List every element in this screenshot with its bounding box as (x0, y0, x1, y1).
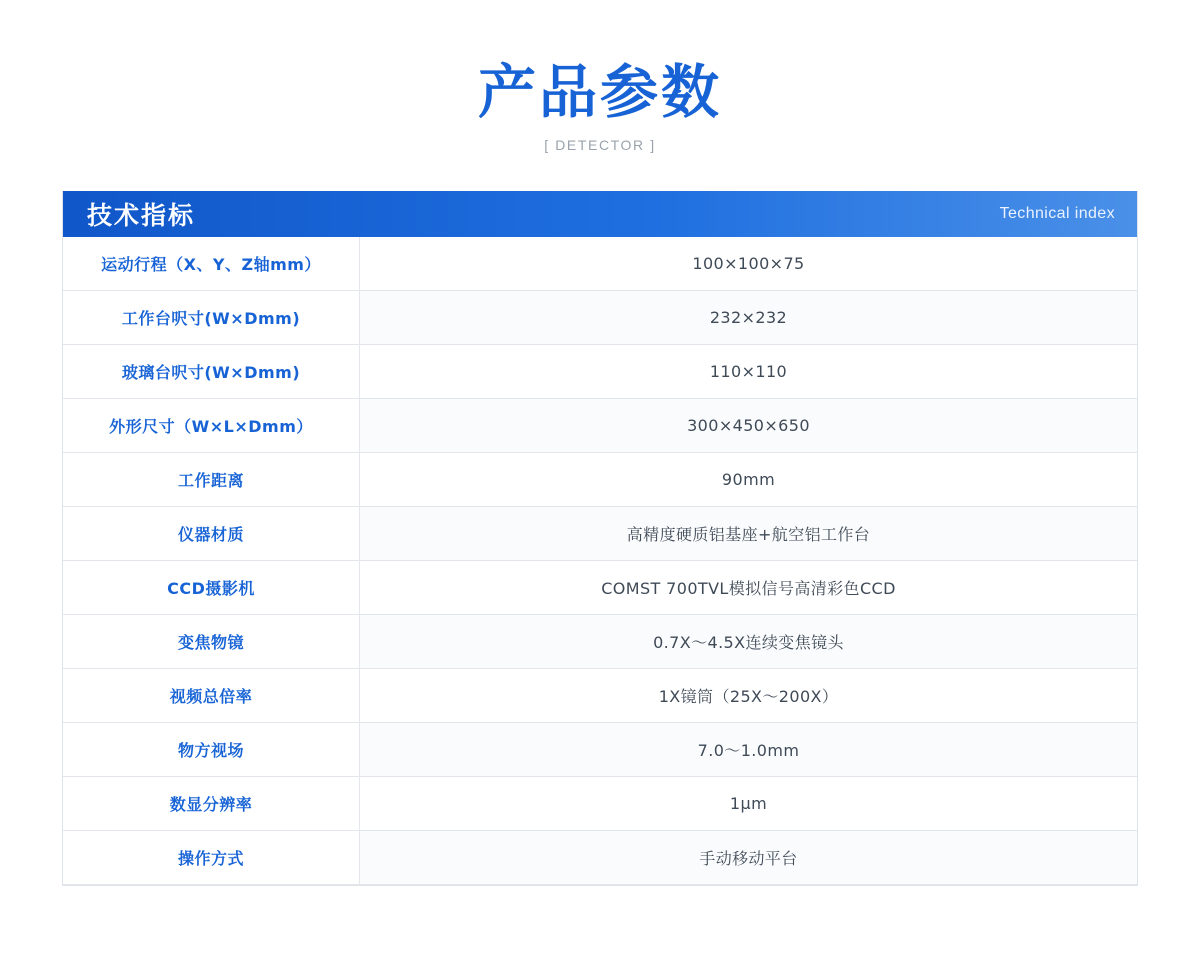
specs-table-container (62, 191, 1138, 887)
spec-value: 0.7X～4.5X连续变焦镜头 (360, 615, 1138, 669)
spec-value: 110×110 (360, 345, 1138, 399)
table-row (63, 615, 1137, 669)
spec-value: 手动移动平台 (360, 831, 1138, 885)
table-row (63, 723, 1137, 777)
specs-table-header-cn: 技术指标 (87, 200, 196, 230)
spec-label: 视频总倍率 (63, 669, 360, 723)
spec-value: 232×232 (360, 291, 1138, 345)
page-header (0, 0, 1200, 153)
table-row (63, 507, 1137, 561)
specs-table-header-en: Technical index (999, 204, 1115, 222)
spec-label: CCD摄影机 (63, 561, 360, 615)
spec-value: COMST 700TVL模拟信号高清彩色CCD (360, 561, 1138, 615)
spec-label: 玻璃台呎寸(W×Dmm) (63, 345, 360, 399)
spec-value: 90mm (360, 453, 1138, 507)
spec-value: 100×100×75 (360, 237, 1138, 291)
spec-label: 仪器材质 (63, 507, 360, 561)
specs-table-header (63, 191, 1137, 237)
specs-table (63, 237, 1137, 886)
spec-value: 1X镜筒（25X～200X） (360, 669, 1138, 723)
spec-label: 工作台呎寸(W×Dmm) (63, 291, 360, 345)
table-row (63, 453, 1137, 507)
spec-label: 变焦物镜 (63, 615, 360, 669)
spec-label: 工作距离 (63, 453, 360, 507)
spec-value: 7.0～1.0mm (360, 723, 1138, 777)
table-row (63, 345, 1137, 399)
spec-label: 数显分辨率 (63, 777, 360, 831)
table-row (63, 291, 1137, 345)
spec-label: 物方视场 (63, 723, 360, 777)
page-title: 产品参数 (477, 58, 722, 126)
spec-label: 运动行程（X、Y、Z轴mm） (63, 237, 360, 291)
spec-label: 外形尺寸（W×L×Dmm） (63, 399, 360, 453)
table-row (63, 561, 1137, 615)
table-row (63, 237, 1137, 291)
table-row (63, 399, 1137, 453)
table-row (63, 777, 1137, 831)
spec-label: 操作方式 (63, 831, 360, 885)
spec-value: 300×450×650 (360, 399, 1138, 453)
spec-value: 1μm (360, 777, 1138, 831)
table-row (63, 669, 1137, 723)
table-row (63, 831, 1137, 885)
page-subtitle: [ DETECTOR ] (544, 136, 656, 153)
spec-value: 高精度硬质铝基座+航空铝工作台 (360, 507, 1138, 561)
